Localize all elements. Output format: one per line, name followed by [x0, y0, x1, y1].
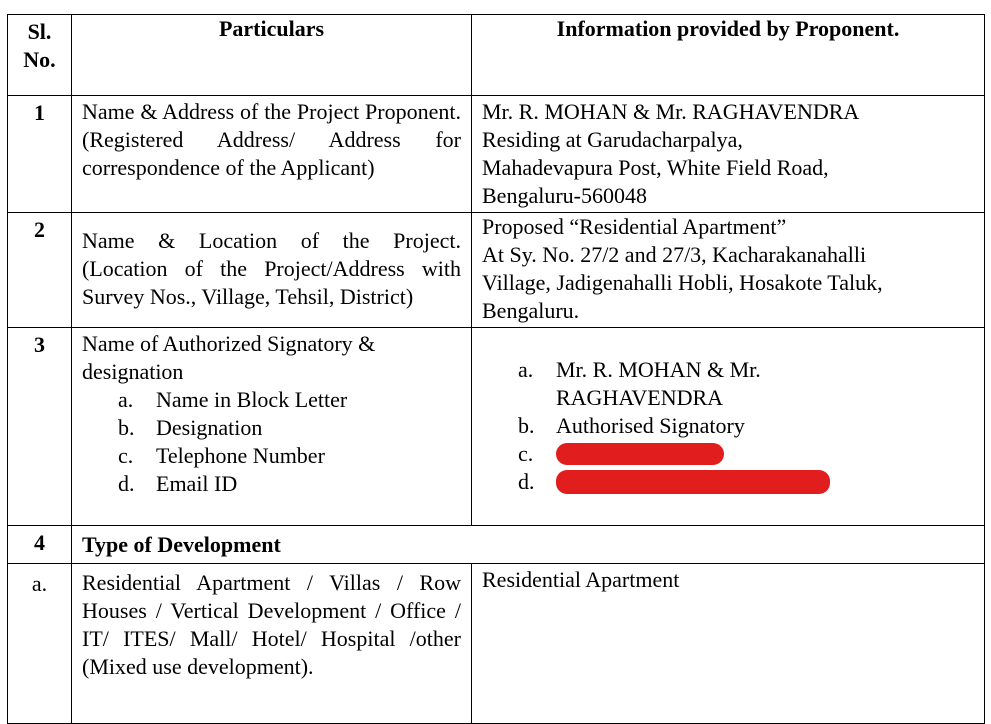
section-title: Type of Development [72, 526, 985, 564]
particulars-sub-list [82, 386, 461, 498]
info-item: c. [518, 440, 974, 468]
info-line: Residing at Garudacharpalya, [482, 127, 743, 152]
list-item: a. Name in Block Letter [118, 387, 348, 412]
list-item: b. Designation [118, 415, 263, 440]
redacted-telephone [556, 443, 724, 465]
designation-value: Authorised Signatory [556, 413, 745, 438]
row-number: 3 [8, 328, 72, 526]
authorized-name: Mr. R. MOHAN & Mr. RAGHAVENDRA [556, 357, 761, 410]
info-line: Bengaluru. [482, 298, 580, 323]
info-line: Village, Jadigenahalli Hobli, Hosakote Taluk, [482, 270, 883, 295]
header-sl-line2: No. [23, 47, 56, 72]
table-row [8, 328, 985, 526]
row-information [472, 328, 985, 526]
table-row [8, 526, 985, 564]
proponent-info-table [7, 14, 985, 724]
list-item: d. Email ID [118, 471, 238, 496]
row-particulars [72, 328, 472, 526]
row-number: 2 [8, 213, 72, 328]
header-information: Information provided by Proponent. [472, 15, 985, 96]
row-number: a. [8, 564, 72, 724]
info-line: Bengaluru-560048 [482, 183, 647, 208]
row-number: 1 [8, 96, 72, 213]
info-line: Mr. R. MOHAN & Mr. RAGHAVENDRA [482, 99, 860, 124]
row-particulars: Name & Location of the Project. (Location of the Project/Address with Survey Nos., Village, Tehsil, District) [72, 213, 472, 328]
list-item: c. Telephone Number [118, 443, 325, 468]
table-row [8, 213, 985, 328]
header-sl-no [8, 15, 72, 96]
row-information [472, 96, 985, 213]
info-line: At Sy. No. 27/2 and 27/3, Kacharakanahalli [482, 242, 867, 267]
info-line: Mahadevapura Post, White Field Road, [482, 155, 829, 180]
row-information [472, 213, 985, 328]
info-line: Proposed “Residential Apartment” [482, 214, 787, 239]
row-particulars: Residential Apartment / Villas / Row Houses / Vertical Development / Office / IT/ ITES/ Mall/ Hotel/ Hospital /other (Mixed use development). [72, 564, 472, 724]
info-item: a. Mr. R. MOHAN & Mr. RAGHAVENDRA [518, 356, 974, 412]
table-row [8, 564, 985, 724]
particulars-heading: Name of Authorized Signatory & designation [82, 331, 376, 384]
header-sl-line1: Sl. [27, 19, 52, 44]
table-row [8, 96, 985, 213]
table-header-row [8, 15, 985, 96]
row-information: Residential Apartment [472, 564, 985, 724]
redacted-email [556, 470, 830, 494]
row-number: 4 [8, 526, 72, 564]
header-particulars: Particulars [72, 15, 472, 96]
row-particulars: Name & Address of the Project Proponent. (Registered Address/ Address for correspondence of the Applicant) [72, 96, 472, 213]
info-item: b. Authorised Signatory [518, 413, 745, 438]
info-item: d. [518, 468, 974, 496]
